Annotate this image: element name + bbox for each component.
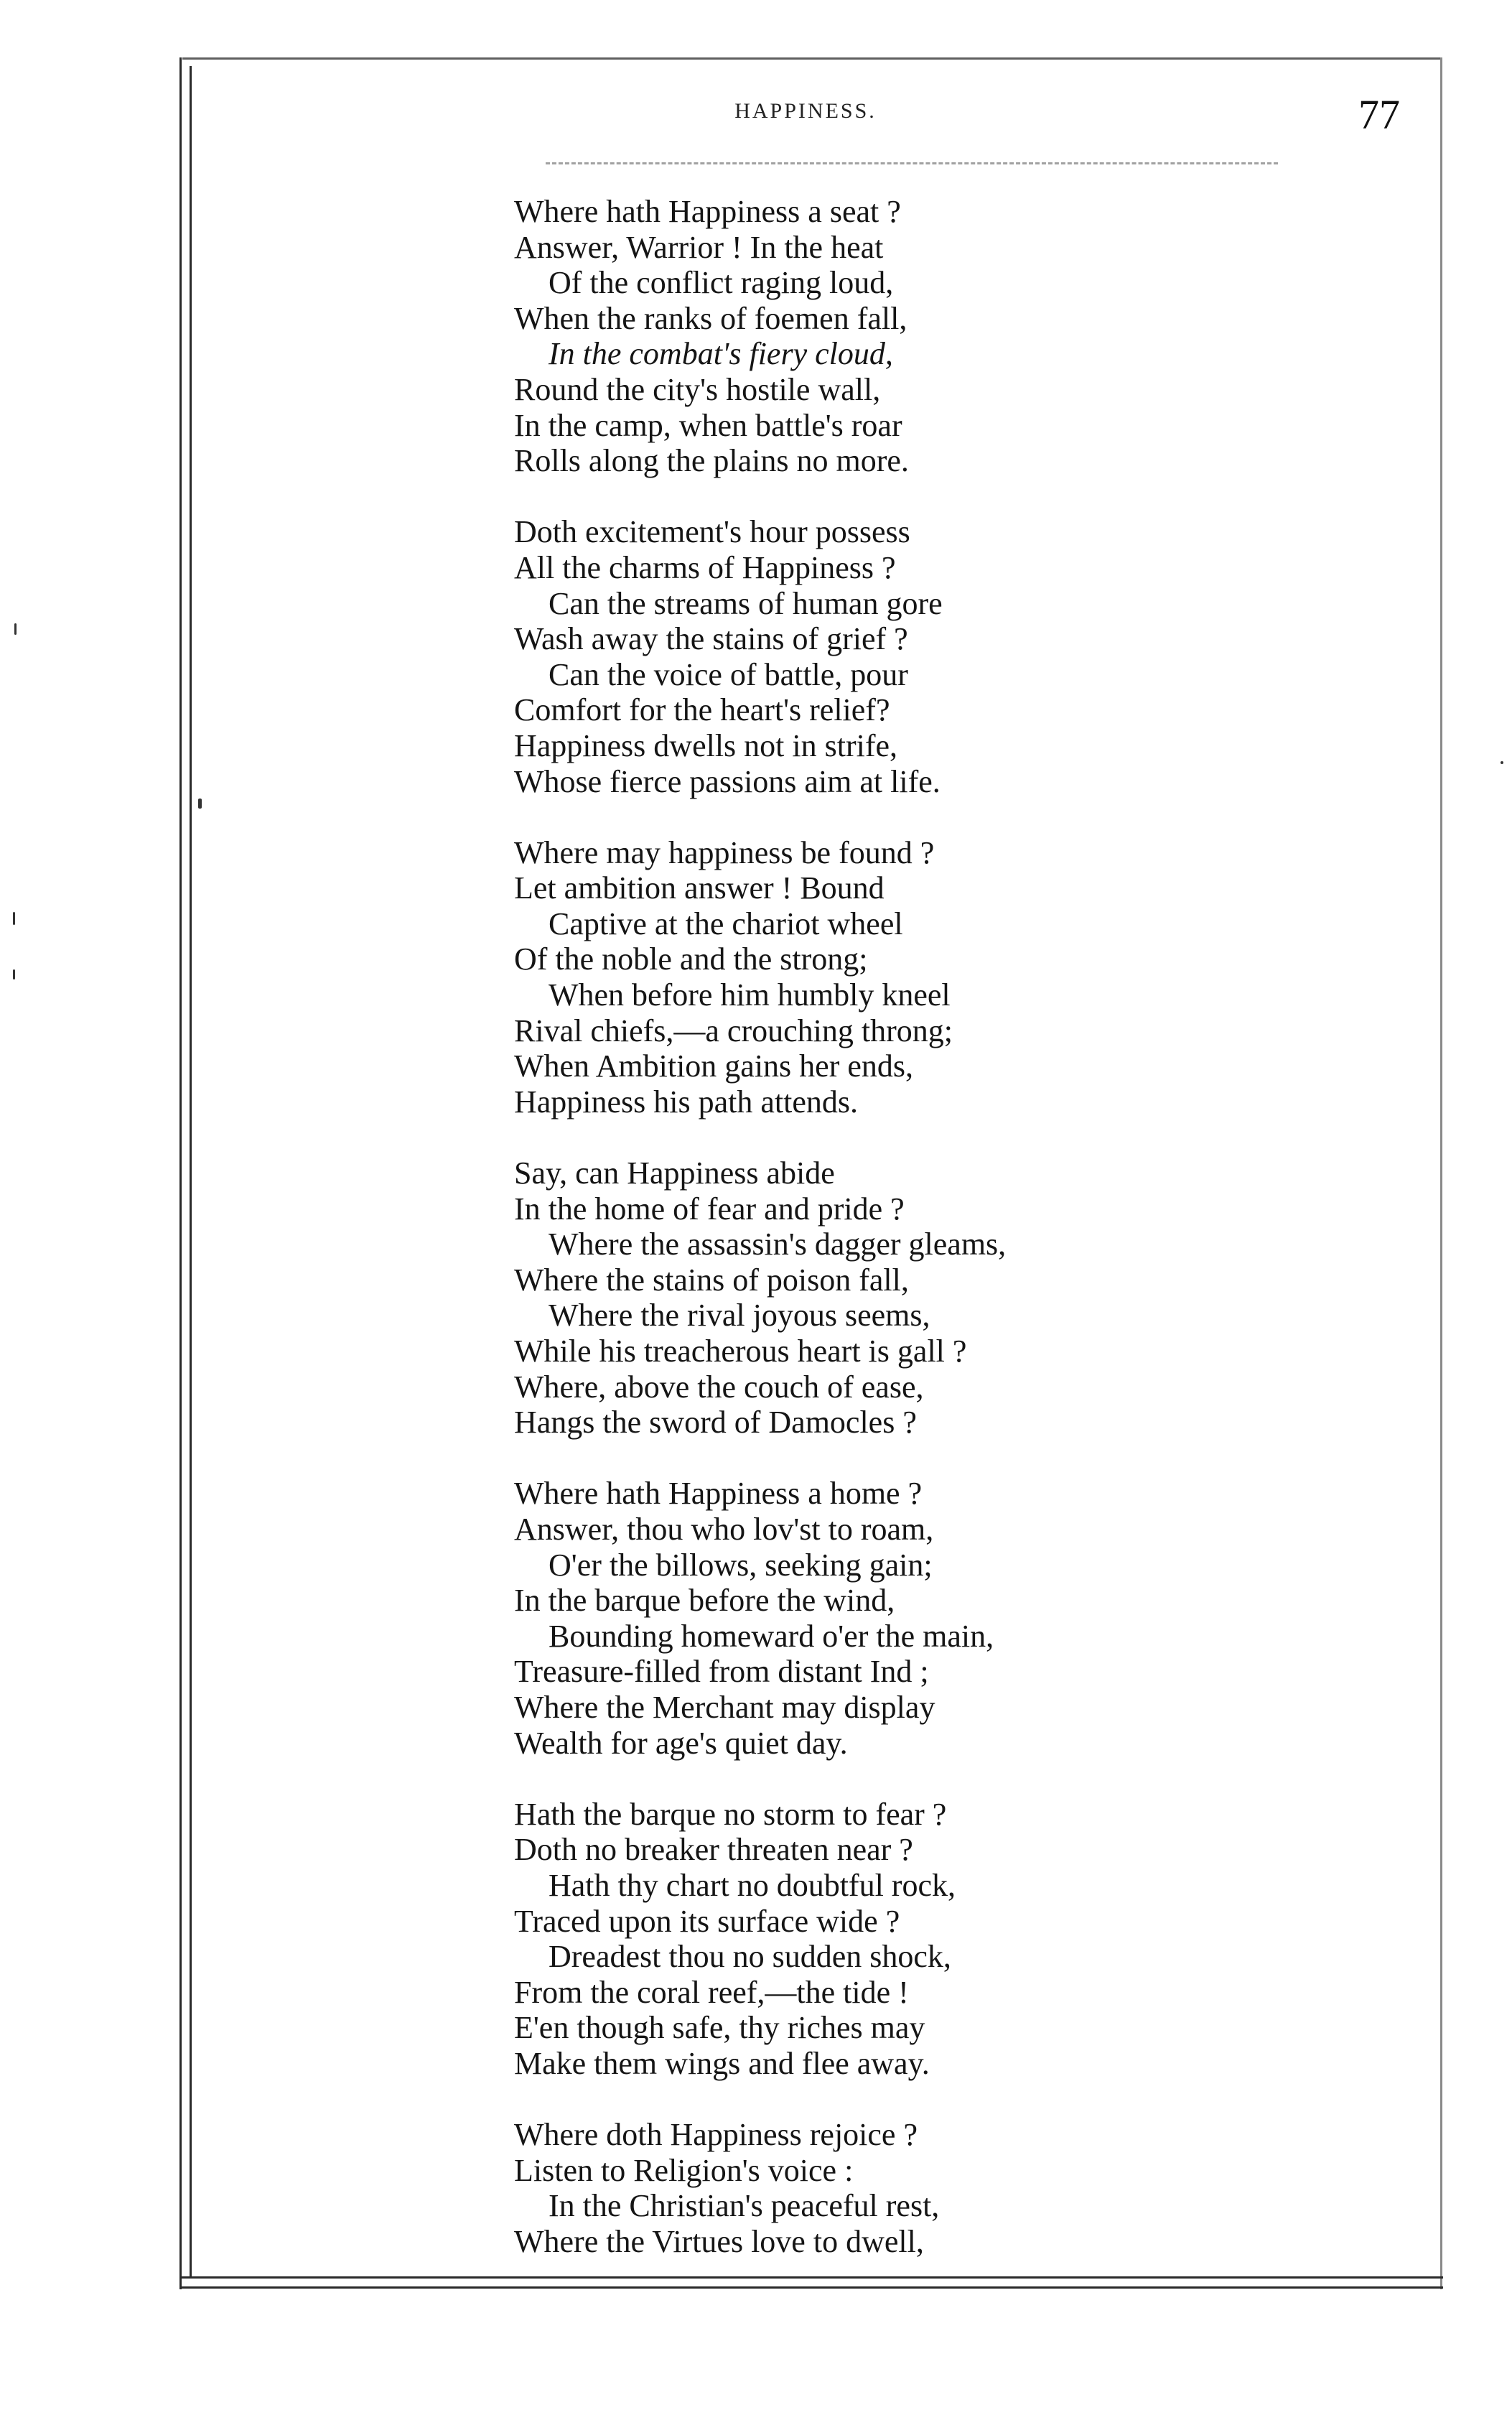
poem-line: Where the assassin's dagger gleams, — [549, 1227, 1007, 1262]
poem-line: Hath the barque no storm to fear ? — [514, 1796, 947, 1832]
stanza — [514, 514, 1006, 799]
poem-line: Make them wings and flee away. — [514, 2045, 930, 2081]
poem-line: Dreadest thou no sudden shock, — [549, 1939, 951, 1975]
poem-line: Let ambition answer ! Bound — [514, 870, 885, 906]
poem-line: When the ranks of foemen fall, — [514, 300, 907, 336]
poem-line: Bounding homeward o'er the main, — [549, 1618, 994, 1654]
stanza — [514, 2117, 1006, 2259]
poem-line: All the charms of Happiness ? — [514, 549, 896, 585]
page-border-left-inner — [190, 66, 192, 2278]
poem-line: Happiness his path attends. — [514, 1084, 859, 1120]
poem-line: When Ambition gains her ends, — [514, 1048, 914, 1084]
poem-line: While his treacherous heart is gall ? — [514, 1334, 967, 1369]
poem-line: Of the conflict raging loud, — [549, 265, 894, 301]
stanza — [514, 1797, 1006, 2082]
poem-line: Round the city's hostile wall, — [514, 371, 881, 407]
poem-line: Wealth for age's quiet day. — [514, 1725, 848, 1761]
poem-line: Where, above the couch of ease, — [514, 1369, 924, 1405]
poem-line: Listen to Religion's voice : — [514, 2152, 854, 2188]
page-border-right — [1440, 57, 1442, 2289]
running-title: HAPPINESS. — [734, 99, 877, 123]
stanza — [514, 835, 1006, 1120]
poem-line: Of the noble and the strong; — [514, 941, 868, 977]
poem-line: In the barque before the wind, — [514, 1583, 895, 1619]
margin-speck — [14, 623, 17, 635]
poem-line: Doth no breaker threaten near ? — [514, 1832, 913, 1868]
poem-line: Doth excitement's hour possess — [514, 514, 910, 550]
poem-line: Can the voice of battle, pour — [549, 656, 908, 692]
poem-line: Where the stains of poison fall, — [514, 1262, 909, 1298]
poem-line: Captive at the chariot wheel — [549, 906, 903, 941]
poem-line: In the Christian's peaceful rest, — [549, 2188, 940, 2224]
poem-line: Wash away the stains of grief ? — [514, 621, 908, 657]
poem-line: Hangs the sword of Damocles ? — [514, 1405, 917, 1441]
page-border-top — [182, 57, 1440, 60]
poem-line: O'er the billows, seeking gain; — [549, 1547, 933, 1583]
poem-line: Hath thy chart no doubtful rock, — [549, 1867, 956, 1903]
page-border-bottom-upper — [179, 2276, 1443, 2279]
poem-line: Whose fierce passions aim at life. — [514, 763, 941, 799]
page-number: 77 — [1358, 91, 1400, 138]
margin-speck — [13, 912, 15, 925]
poem-line: Where may happiness be found ? — [514, 834, 935, 870]
stanza — [514, 1476, 1006, 1761]
poem-line: Where the rival joyous seems, — [549, 1298, 930, 1334]
poem-line: Traced upon its surface wide ? — [514, 1903, 900, 1939]
poem-line: Answer, Warrior ! In the heat — [514, 229, 884, 265]
poem-line: Answer, thou who lov'st to roam, — [514, 1511, 934, 1547]
poem-line: Where doth Happiness rejoice ? — [514, 2117, 918, 2153]
poem-line: E'en though safe, thy riches may — [514, 2010, 925, 2046]
poem-line: Where the Merchant may display — [514, 1689, 935, 1725]
stanza — [514, 194, 1006, 479]
header-divider — [546, 162, 1278, 164]
poem-line: In the combat's fiery cloud, — [549, 336, 893, 372]
poem-line: In the home of fear and pride ? — [514, 1191, 905, 1227]
page-border-left-outer — [179, 57, 182, 2289]
poem-line: Say, can Happiness abide — [514, 1155, 835, 1191]
poem-line: From the coral reef,—the tide ! — [514, 1974, 909, 2010]
poem-line: Where the Virtues love to dwell, — [514, 2223, 924, 2259]
stanza — [514, 1155, 1006, 1441]
poem-line: Treasure-filled from distant Ind ; — [514, 1654, 929, 1690]
poem-line: Rival chiefs,—a crouching throng; — [514, 1013, 953, 1048]
margin-speck — [198, 799, 202, 809]
poem-line: When before him humbly kneel — [549, 977, 951, 1013]
poem-line: Happiness dwells not in strife, — [514, 727, 898, 763]
poem-body — [514, 194, 1006, 2259]
poem-line: Rolls along the plains no more. — [514, 443, 909, 479]
poem-line: Where hath Happiness a seat ? — [514, 194, 901, 229]
margin-speck — [1501, 761, 1503, 764]
poem-line: In the camp, when battle's roar — [514, 407, 902, 443]
page-border-bottom-lower — [179, 2286, 1443, 2289]
poem-line: Comfort for the heart's relief? — [514, 692, 890, 728]
margin-speck — [13, 969, 15, 979]
poem-line: Can the streams of human gore — [549, 585, 943, 621]
poem-line: Where hath Happiness a home ? — [514, 1476, 923, 1512]
